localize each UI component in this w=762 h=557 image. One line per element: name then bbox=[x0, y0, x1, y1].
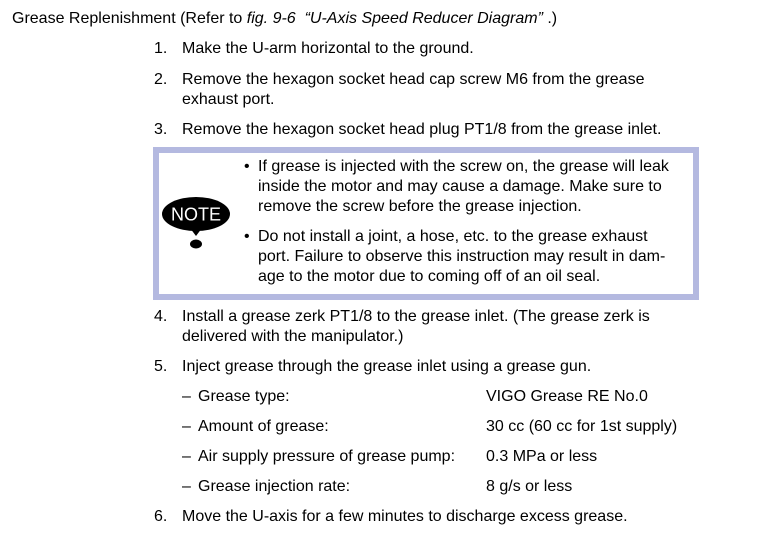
step-number: 4. bbox=[154, 308, 168, 325]
dash-marker: – bbox=[182, 388, 191, 405]
note-text-line-3: age to the motor due to coming off of an oil seal. bbox=[258, 268, 601, 285]
step-text: Inject grease through the grease inlet using a grease gun. bbox=[182, 358, 592, 375]
dash-marker: – bbox=[182, 418, 191, 435]
spec-value: 30 cc (60 cc for 1st supply) bbox=[486, 418, 678, 435]
step-text-line-2: exhaust port. bbox=[182, 91, 275, 108]
note-text-line-1: If grease is injected with the screw on, the grease will leak bbox=[258, 158, 669, 175]
step-text: Remove the hexagon socket head plug PT1/8 from the grease inlet. bbox=[182, 121, 662, 138]
section-heading bbox=[12, 10, 557, 28]
step-text: Make the U-arm horizontal to the ground. bbox=[182, 40, 474, 57]
spec-value: VIGO Grease RE No.0 bbox=[486, 388, 648, 405]
heading-prefix: Grease Replenishment (Refer to bbox=[12, 10, 247, 27]
bullet-marker: • bbox=[244, 158, 250, 175]
spec-value: 8 g/s or less bbox=[486, 478, 573, 495]
spec-label: Grease type: bbox=[198, 388, 290, 405]
spec-value: 0.3 MPa or less bbox=[486, 448, 598, 465]
figure-title: “U-Axis Speed Reducer Diagram” bbox=[304, 10, 543, 27]
note-text-line-1: Do not install a joint, a hose, etc. to the grease exhaust bbox=[258, 228, 648, 245]
note-text-line-2: port. Failure to observe this instruction may result in dam- bbox=[258, 248, 666, 265]
heading-suffix: .) bbox=[542, 10, 558, 27]
spec-label: Grease injection rate: bbox=[198, 478, 351, 495]
step-number: 6. bbox=[154, 508, 168, 525]
bullet-marker: • bbox=[244, 228, 250, 245]
spec-label: Amount of grease: bbox=[198, 418, 329, 435]
step-number: 3. bbox=[154, 121, 168, 138]
note-icon-label: NOTE bbox=[170, 204, 222, 225]
spec-label: Air supply pressure of grease pump: bbox=[198, 448, 456, 465]
note-icon bbox=[160, 196, 232, 250]
dash-marker: – bbox=[182, 478, 191, 495]
figure-reference: fig. 9-6 bbox=[246, 10, 296, 27]
step-text-line-1: Install a grease zerk PT1/8 to the grease inlet. (The grease zerk is bbox=[182, 308, 650, 325]
note-text-line-3: remove the screw before the grease injection. bbox=[258, 198, 582, 215]
step-text-line-2: delivered with the manipulator.) bbox=[182, 328, 404, 345]
step-number: 2. bbox=[154, 71, 168, 88]
note-text-line-2: inside the motor and may cause a damage. Make sure to bbox=[258, 178, 662, 195]
step-text: Move the U-axis for a few minutes to discharge excess grease. bbox=[182, 508, 628, 525]
dash-marker: – bbox=[182, 448, 191, 465]
step-text-line-1: Remove the hexagon socket head cap screw M6 from the grease bbox=[182, 71, 645, 88]
step-number: 1. bbox=[154, 40, 168, 57]
step-number: 5. bbox=[154, 358, 168, 375]
